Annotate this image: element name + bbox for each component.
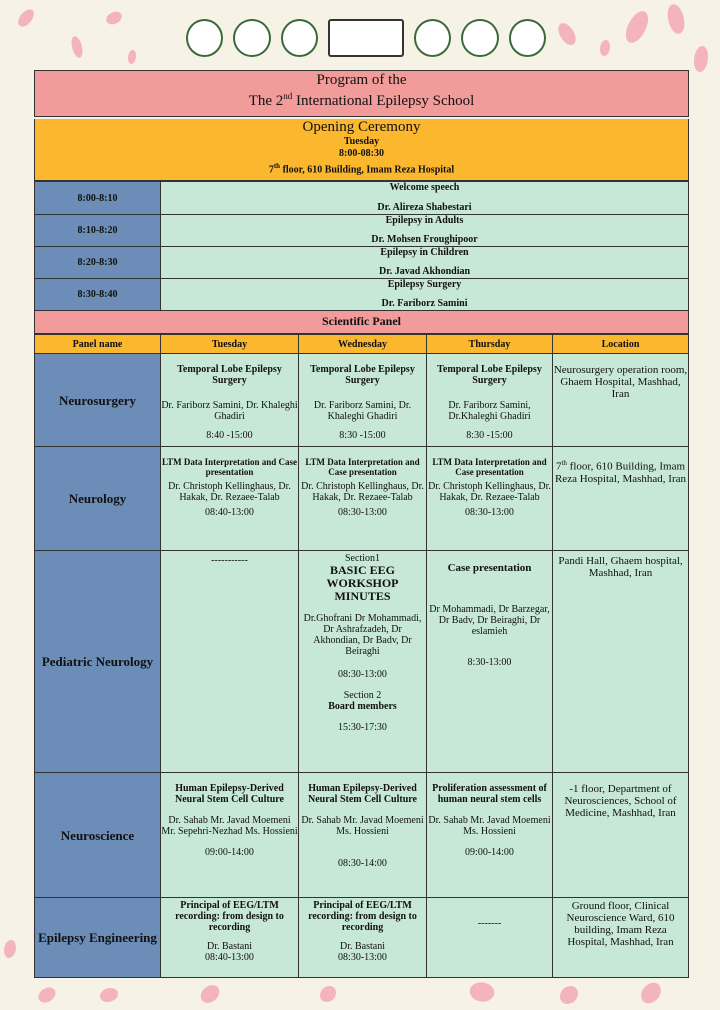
petal-decoration: [4, 940, 16, 958]
panel-name: Neurology: [35, 447, 161, 551]
petal-decoration: [16, 6, 36, 29]
ceremony-talk: Welcome speech Dr. Alireza Shabestari: [161, 182, 689, 215]
ceremony-table: [34, 181, 689, 311]
location-cell: Ground floor, Clinical Neuroscience Ward, 610 building, Imam Reza Hospital, Mashhad, Iran: [553, 898, 689, 978]
session-cell: Section1 BASIC EEG WORKSHOP MINUTES Dr.Ghofrani Dr Mohammadi, Dr Ashrafzadeh, Dr Akhondian, Dr Badv, Dr Beiraghi 08:30-13:00 Section 2 Board members 15:30-17:30: [299, 551, 427, 773]
ceremony-talk: Epilepsy in Children Dr. Javad Akhondian: [161, 247, 689, 279]
session-cell: LTM Data Interpretation and Case presentation Dr. Christoph Kellinghaus, Dr. Hakak, Dr. Rezaee-Talab 08:30-13:00: [427, 447, 553, 551]
panel-row-neurosurgery: [35, 354, 689, 447]
location-cell: -1 floor, Department of Neurosciences, School of Medicine, Mashhad, Iran: [553, 773, 689, 898]
session-cell: Principal of EEG/LTM recording: from design to recording Dr. Bastani 08:30-13:00: [299, 898, 427, 978]
location-cell: Pandi Hall, Ghaem hospital, Mashhad, Iran: [553, 551, 689, 773]
header-tuesday: Tuesday: [161, 335, 299, 354]
partner-logo: [461, 19, 498, 57]
ceremony-row: [35, 182, 689, 215]
header-wednesday: Wednesday: [299, 335, 427, 354]
petal-decoration: [104, 8, 124, 27]
petal-decoration: [663, 2, 688, 36]
panel-name: Neurosurgery: [35, 354, 161, 447]
header-panel-name: Panel name: [35, 335, 161, 354]
ceremony-row: [35, 247, 689, 279]
building-logo: [328, 19, 404, 57]
opening-ceremony: [34, 119, 689, 181]
location-cell: Neurosurgery operation room, Ghaem Hospital, Mashhad, Iran: [553, 354, 689, 447]
ceremony-time: 8:30-8:40: [35, 279, 161, 311]
header-row: [35, 335, 689, 354]
session-cell: Human Epilepsy-Derived Neural Stem Cell Culture Dr. Sahab Mr. Javad Moemeni Mr. Sepehri-Nezhad Ms. Hossieni 09:00-14:00: [161, 773, 299, 898]
logo-bar: [186, 18, 546, 58]
session-cell: Case presentation Dr Mohammadi, Dr Barzegar, Dr Badv, Dr Beiraghi, Dr eslamieh 8:30-13:00: [427, 551, 553, 773]
partner-logo: [509, 19, 546, 57]
session-cell: LTM Data Interpretation and Case presentation Dr. Christoph Kellinghaus, Dr. Hakak, Dr. Rezaee-Talab 08:40-13:00: [161, 447, 299, 551]
university-logo: [186, 19, 223, 57]
opening-place: 7th floor, 610 Building, Imam Reza Hospital: [268, 162, 455, 176]
panel-row-neuroscience: [35, 773, 689, 898]
petal-decoration: [36, 984, 58, 1007]
location-cell: 7th floor, 610 Building, Imam Reza Hospital, Mashhad, Iran: [553, 447, 689, 551]
petal-decoration: [694, 46, 708, 72]
panel-name: Epilepsy Engineering: [35, 898, 161, 978]
header-location: Location: [553, 335, 689, 354]
session-cell: -------: [427, 898, 553, 978]
petal-decoration: [320, 986, 336, 1002]
session-cell: LTM Data Interpretation and Case presentation Dr. Christoph Kellinghaus, Dr. Hakak, Dr. Rezaee-Talab 08:30-13:00: [299, 447, 427, 551]
program-document: [34, 70, 689, 978]
ceremony-time: 8:00-8:10: [35, 182, 161, 215]
petal-decoration: [560, 986, 578, 1004]
session-cell: -----------: [161, 551, 299, 773]
petal-decoration: [623, 8, 652, 46]
panel-name: Neuroscience: [35, 773, 161, 898]
petal-decoration: [637, 980, 665, 1007]
session-cell: Proliferation assessment of human neural stem cells Dr. Sahab Mr. Javad Moemeni Ms. Hossieni 09:00-14:00: [427, 773, 553, 898]
petal-decoration: [100, 988, 118, 1002]
ceremony-talk: Epilepsy in Adults Dr. Mohsen Froughipoor: [161, 215, 689, 247]
session-cell: Temporal Lobe Epilepsy Surgery Dr. Fariborz Samini, Dr. Khaleghi Ghadiri 8:30 -15:00: [299, 354, 427, 447]
ceremony-row: [35, 279, 689, 311]
shefa-logo: [281, 19, 318, 57]
session-cell: Temporal Lobe Epilepsy Surgery Dr. Fariborz Samini, Dr.Khaleghi Ghadiri 8:30 -15:00: [427, 354, 553, 447]
session-cell: Temporal Lobe Epilepsy Surgery Dr. Fariborz Samini, Dr. Khaleghi Ghadiri 8:40 -15:00: [161, 354, 299, 447]
ceremony-talk: Epilepsy Surgery Dr. Fariborz Samini: [161, 279, 689, 311]
opening-day: Tuesday: [343, 136, 380, 147]
petal-decoration: [128, 50, 136, 64]
petal-decoration: [554, 20, 580, 47]
ceremony-time: 8:20-8:30: [35, 247, 161, 279]
scientific-table: [34, 334, 689, 978]
petal-decoration: [467, 977, 498, 1006]
petal-decoration: [198, 983, 222, 1005]
partner-logo: [414, 19, 451, 57]
seal-logo: [233, 19, 270, 57]
opening-heading: Opening Ceremony: [302, 119, 421, 135]
panel-row-pediatric-neurology: [35, 551, 689, 773]
opening-time: 8:00-08:30: [339, 148, 384, 159]
panel-row-epilepsy-engineering: [35, 898, 689, 978]
petal-decoration: [69, 35, 86, 59]
ceremony-time: 8:10-8:20: [35, 215, 161, 247]
title-line-1: Program of the: [316, 72, 407, 88]
scientific-panel-heading: Scientific Panel: [34, 311, 689, 334]
ceremony-row: [35, 215, 689, 247]
session-cell: Human Epilepsy-Derived Neural Stem Cell Culture Dr. Sahab Mr. Javad Moemeni Ms. Hossieni 08:30-14:00: [299, 773, 427, 898]
panel-row-neurology: [35, 447, 689, 551]
panel-name: Pediatric Neurology: [35, 551, 161, 773]
program-title: [34, 70, 689, 117]
header-thursday: Thursday: [427, 335, 553, 354]
petal-decoration: [600, 40, 610, 56]
session-cell: Principal of EEG/LTM recording: from design to recording Dr. Bastani 08:40-13:00: [161, 898, 299, 978]
title-line-2: The 2nd International Epilepsy School: [248, 91, 475, 109]
